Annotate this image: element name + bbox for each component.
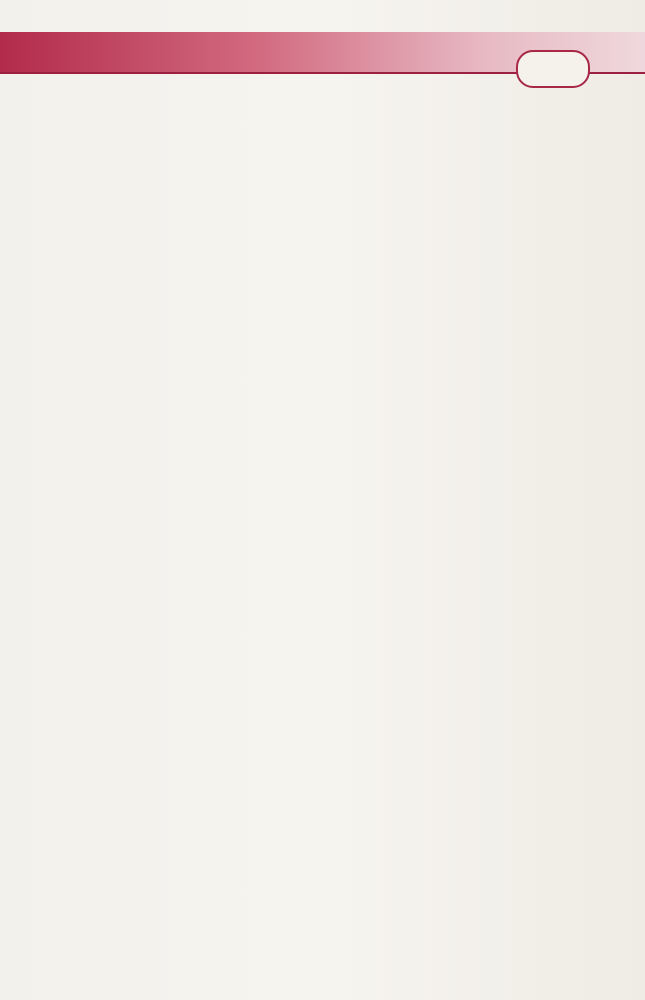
running-title	[20, 36, 280, 68]
table-of-contents	[44, 98, 574, 144]
section-heading	[44, 98, 574, 144]
page-number	[516, 50, 590, 88]
